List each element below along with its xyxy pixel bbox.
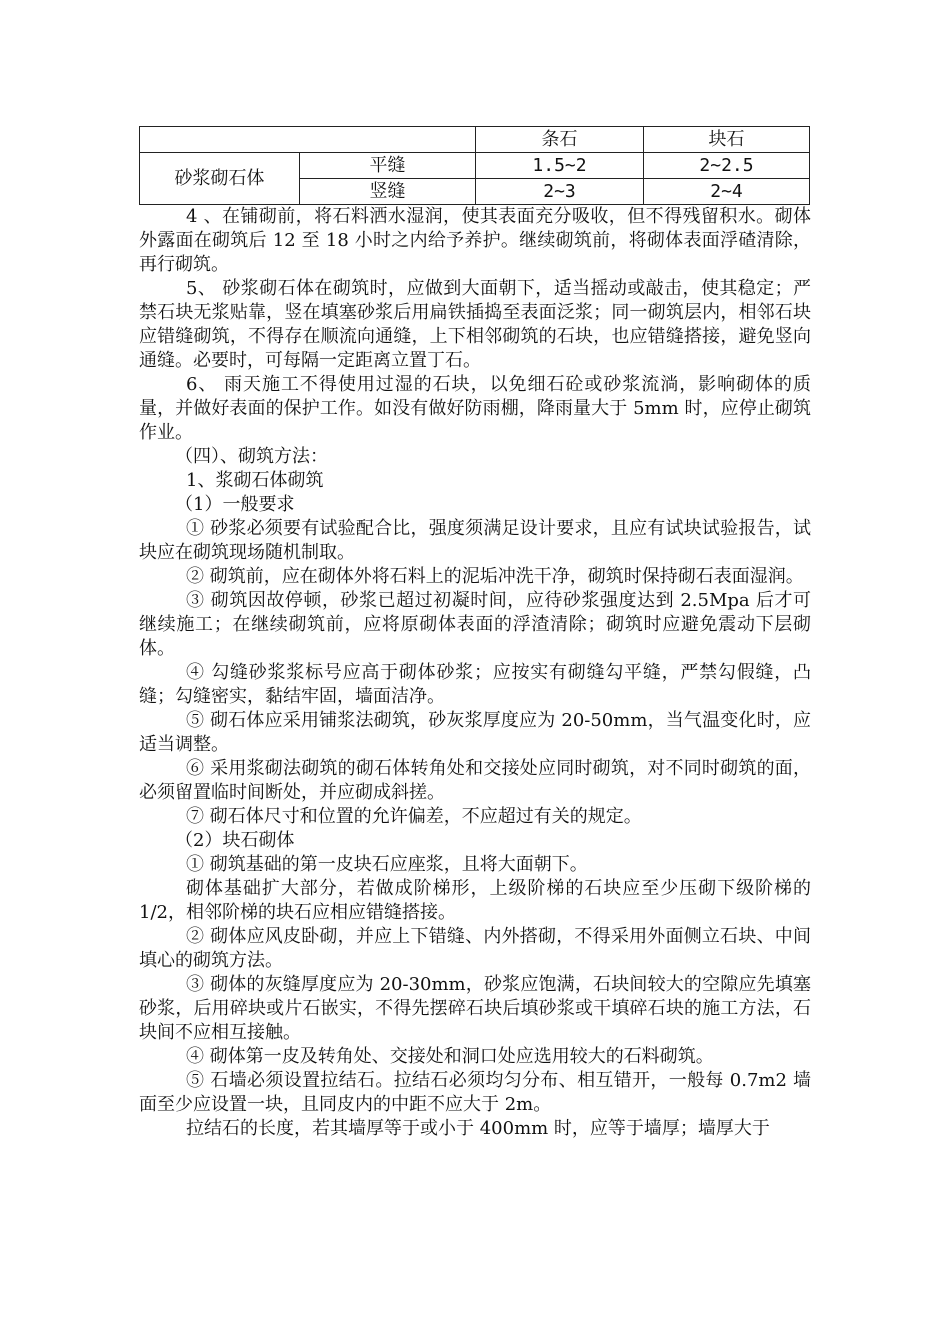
subheading-general-requirements: （1）一般要求 [175,494,295,515]
list-item: ⑦ 砌石体尺寸和位置的允许偏差，不应超过有关的规定。 [186,806,642,827]
mortar-joint-table [139,126,810,205]
table-cell: 1.5~2 [476,153,644,179]
list-item: ② 砌筑前，应在砌体外将石料上的泥垢冲洗干净，砌筑时保持砌石表面湿润。 [186,566,804,587]
list-item: ① 砂浆必须要有试验配合比，强度须满足设计要求，且应有试块试验报告，试块应在砌筑现场随机制取。 [139,518,811,563]
subheading-block-stone-masonry: （2）块石砌体 [175,830,295,851]
table-cell: 2~3 [476,179,644,205]
table-header-blank [140,127,476,153]
paragraph-item-6: 6、 雨天施工不得使用过湿的石块，以免细石砼或砂浆流淌，影响砌体的质量，并做好表面的保护工作。如没有做好防雨棚，降雨量大于 5mm 时，应停止砌筑作业。 [139,374,811,443]
list-item: ⑥ 采用浆砌法砌筑的砌石体转角处和交接处应同时砌筑，对不同时砌筑的面，必须留置临时间断处，并应砌成斜搓。 [139,758,811,803]
table-group-label: 砂浆砌石体 [140,153,300,205]
list-item: ③ 砌体的灰缝厚度应为 20-30mm，砂浆应饱满，石块间较大的空隙应先填塞砂浆，后用碎块或片石嵌实，不得先摆碎石块后填砂浆或干填碎石块的施工方法，石块间不应相互接触。 [139,974,811,1043]
paragraph: 拉结石的长度，若其墙厚等于或小于 400mm 时，应等于墙厚；墙厚大于 [186,1118,770,1139]
table-row-label: 平缝 [300,153,476,179]
list-item: ④ 砌体第一皮及转角处、交接处和洞口处应选用较大的石料砌筑。 [186,1046,714,1067]
table-header-block-stone: 块石 [644,127,810,153]
table-header-row [140,127,810,153]
table-row [140,153,810,179]
paragraph: 砌体基础扩大部分，若做成阶梯形，上级阶梯的石块应至少压砌下级阶梯的 1/2，相邻阶梯的块石应相应错缝搭接。 [139,878,811,923]
body-text [139,205,811,1141]
paragraph-item-5: 5、 砂浆砌石体在砌筑时，应做到大面朝下，适当摇动或敲击，使其稳定；严禁石块无浆贴靠，竖在填塞砂浆后用扁铁插捣至表面泛浆；同一砌筑层内，相邻石块应错缝砌筑，不得存在顺流向通缝，上下相邻砌筑的石块，也应错缝搭接，避免竖向通缝。必要时，可每隔一定距离立置丁石。 [139,278,811,371]
list-item: ⑤ 石墙必须设置拉结石。拉结石必须均匀分布、相互错开，一般每 0.7m2 墙面至少应设置一块，且同皮内的中距不应大于 2m。 [139,1070,811,1115]
list-item: ③ 砌筑因故停顿，砂浆已超过初凝时间，应待砂浆强度达到 2.5Mpa 后才可继续施工；在继续砌筑前，应将原砌体表面的浮渣清除；砌筑时应避免震动下层砌体。 [139,590,811,659]
section-heading-masonry-method: （四）、砌筑方法： [175,446,328,467]
list-item: ① 砌筑基础的第一皮块石应座浆，且将大面朝下。 [186,854,588,875]
list-item: ② 砌体应风皮卧砌，并应上下错缝、内外搭砌，不得采用外面侧立石块、中间填心的砌筑方法。 [139,926,811,971]
list-item: ⑤ 砌石体应采用铺浆法砌筑，砂灰浆厚度应为 20-50mm，当气温变化时，应适当调整。 [139,710,811,755]
table-header-dressed-stone: 条石 [476,127,644,153]
table-cell: 2~2.5 [644,153,810,179]
table-cell: 2~4 [644,179,810,205]
subheading-mortar-masonry: 1、浆砌石体砌筑 [186,470,324,491]
paragraph-item-4: 4 、在铺砌前，将石料洒水湿润，使其表面充分吸收，但不得残留积水。砌体外露面在砌筑后 12 至 18 小时之内给予养护。继续砌筑前，将砌体表面浮碴清除，再行砌筑。 [139,206,811,275]
list-item: ④ 勾缝砂浆浆标号应高于砌体砂浆；应按实有砌缝勾平缝，严禁勾假缝，凸缝；勾缝密实，黏结牢固，墙面洁净。 [139,662,811,707]
table-row-label: 竖缝 [300,179,476,205]
